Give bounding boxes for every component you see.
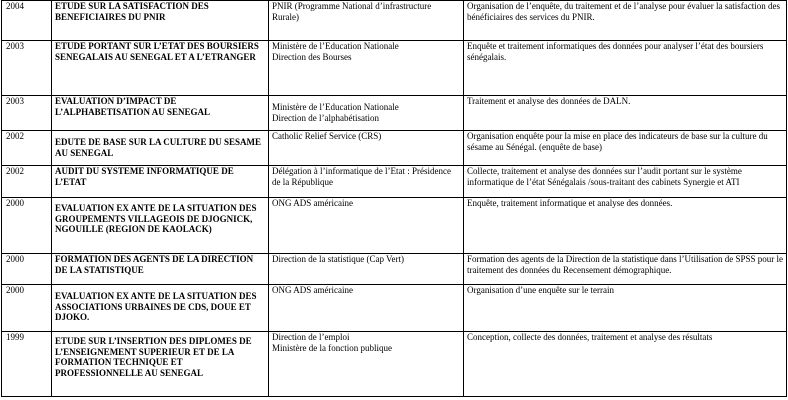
table-row — [2, 198, 787, 254]
client-cell: Délégation à l’informatique de l’Etat : Présidence de la République — [269, 166, 464, 198]
client-cell: Catholic Relief Service (CRS) — [269, 131, 464, 166]
project-title-cell: EVALUATION D’IMPACT DE L’ALPHABETISATION AU SENEGAL — [52, 96, 269, 131]
tasks-cell: Enquête, traitement informatique et analyse des données. — [464, 198, 787, 254]
client-text: Ministère de l’Education Nationale Direction des Bourses — [272, 41, 399, 62]
year-cell: 2000 — [2, 254, 52, 285]
table-row — [2, 332, 787, 397]
client-text: Direction de l’emploi Ministère de la fonction publique — [272, 332, 392, 353]
year-cell: 2002 — [2, 166, 52, 198]
tasks-cell: Collecte, traitement et analyse des données sur l’audit portant sur le système informatique de l’état Sénégalais /sous-traitant des cabinets Synergie et ATI — [464, 166, 787, 198]
project-title-cell: ETUDE PORTANT SUR L’ETAT DES BOURSIERS SENEGALAIS AU SENEGAL ET A L’ETRANGER — [52, 41, 269, 96]
tasks-cell: Traitement et analyse des données de DALN. — [464, 96, 787, 131]
client-cell — [269, 41, 464, 96]
year-cell: 2000 — [2, 285, 52, 332]
client-cell — [269, 332, 464, 397]
table-row — [2, 41, 787, 96]
year-cell: 2000 — [2, 198, 52, 254]
year-cell: 2003 — [2, 96, 52, 131]
client-cell — [269, 96, 464, 131]
tasks-cell: Organisation de l’enquête, du traitement et de l’analyse pour évaluer la satisfaction des bénéficiaires des services du PNIR. — [464, 1, 787, 41]
project-title-cell — [52, 198, 269, 254]
table-row — [2, 1, 787, 41]
title-text: EDUTE DE BASE SUR LA CULTURE DU SESAME AU SENEGAL — [55, 137, 261, 158]
title-text: EVALUATION EX ANTE DE LA SITUATION DES ASSOCIATIONS URBAINES DE CDS, DOUE ET DJOKO. — [55, 291, 257, 322]
project-title-cell: AUDIT DU SYSTEME INFORMATIQUE DE L’ETAT — [52, 166, 269, 198]
tasks-cell: Conception, collecte des données, traitement et analyse des résultats — [464, 332, 787, 397]
client-cell: ONG ADS américaine — [269, 198, 464, 254]
project-title-cell: FORMATION DES AGENTS DE LA DIRECTION DE LA STATISTIQUE — [52, 254, 269, 285]
year-cell: 2003 — [2, 41, 52, 96]
project-title-cell — [52, 285, 269, 332]
table-row — [2, 254, 787, 285]
project-title-cell: ETUDE SUR LA SATISFACTION DES BENEFICIAIRES DU PNIR — [52, 1, 269, 41]
experience-table — [1, 0, 787, 397]
table-row — [2, 131, 787, 166]
year-cell: 2002 — [2, 131, 52, 166]
year-cell: 1999 — [2, 332, 52, 397]
client-text: Ministère de l’Education Nationale Direction de l’alphabétisation — [272, 102, 399, 123]
year-cell: 2004 — [2, 1, 52, 41]
table-row — [2, 96, 787, 131]
tasks-cell: Enquête et traitement informatiques des données pour analyser l’état des boursiers sénégalais. — [464, 41, 787, 96]
tasks-cell: Organisation d’une enquête sur le terrain — [464, 285, 787, 332]
table-row — [2, 285, 787, 332]
client-cell: PNIR (Programme National d’infrastructure Rurale) — [269, 1, 464, 41]
title-text: ETUDE SUR L’INSERTION DES DIPLOMES DE L’ENSEIGNEMENT SUPERIEUR ET DE LA FORMATION TECHNIQUE ET PROFESSIONNELLE AU SENEGAL — [55, 336, 252, 378]
title-text: EVALUATION EX ANTE DE LA SITUATION DES GROUPEMENTS VILLAGEOIS DE DJOGNICK, NGOUILLE (REGION DE KAOLACK) — [55, 203, 257, 234]
project-title-cell — [52, 131, 269, 166]
tasks-cell: Organisation enquête pour la mise en place des indicateurs de base sur la culture du sésame au Sénégal. (enquête de base) — [464, 131, 787, 166]
client-cell: Direction de la statistique (Cap Vert) — [269, 254, 464, 285]
client-cell: ONG ADS américaine — [269, 285, 464, 332]
tasks-cell: Formation des agents de la Direction de la statistique dans l’Utilisation de SPSS pour le traitement des données du Recensement démographique. — [464, 254, 787, 285]
table-row — [2, 166, 787, 198]
document-page — [1, 0, 786, 399]
project-title-cell — [52, 332, 269, 397]
